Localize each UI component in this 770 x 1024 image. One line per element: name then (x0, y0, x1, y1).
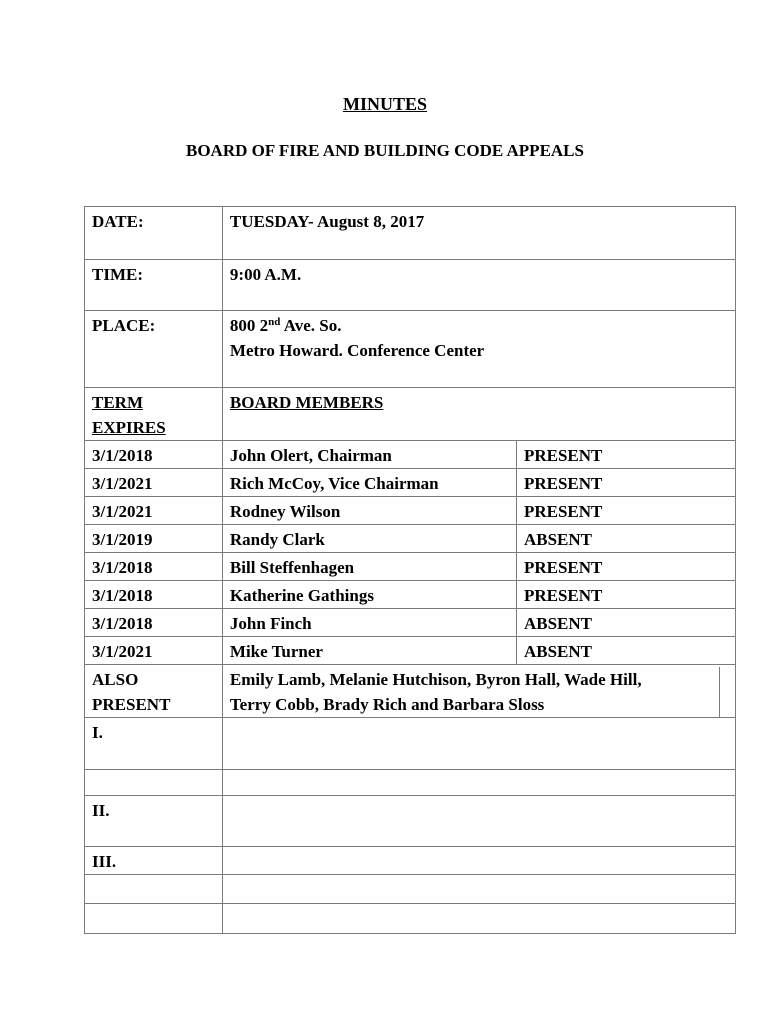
also-present-label (85, 665, 223, 718)
members-header-row (85, 388, 736, 441)
blank-cell (85, 904, 223, 934)
member-row (85, 441, 736, 469)
member-name: Randy Clark (222, 525, 516, 553)
member-name: Rich McCoy, Vice Chairman (222, 469, 516, 497)
section-row (85, 847, 736, 875)
document-title: MINUTES (342, 94, 427, 114)
also-present-row (85, 665, 736, 718)
also-present-label-line2: PRESENT (92, 695, 171, 714)
member-name: John Olert, Chairman (222, 441, 516, 469)
place-address-ordinal: nd (268, 316, 281, 328)
member-term: 3/1/2018 (85, 581, 223, 609)
member-row (85, 609, 736, 637)
time-value: 9:00 A.M. (222, 260, 735, 311)
member-term: 3/1/2021 (85, 497, 223, 525)
place-address (230, 313, 735, 338)
section-two-content (222, 796, 735, 847)
blank-cell (85, 875, 223, 904)
member-status: ABSENT (516, 525, 735, 553)
member-row (85, 525, 736, 553)
also-present-names (222, 665, 735, 718)
place-value (222, 311, 735, 388)
place-venue: Metro Howard. Conference Center (229, 341, 485, 360)
blank-cell (222, 770, 735, 796)
member-name: Bill Steffenhagen (222, 553, 516, 581)
blank-row (85, 904, 736, 934)
section-row (85, 718, 736, 770)
blank-cell (222, 904, 735, 934)
member-term: 3/1/2018 (85, 609, 223, 637)
place-address-number: 800 2 (229, 316, 269, 335)
member-term: 3/1/2019 (85, 525, 223, 553)
date-label: DATE: (85, 207, 223, 260)
member-row (85, 469, 736, 497)
member-name: Rodney Wilson (222, 497, 516, 525)
member-row (85, 553, 736, 581)
time-row (85, 260, 736, 311)
member-term: 3/1/2021 (85, 637, 223, 665)
also-present-line2: Terry Cobb, Brady Rich and Barbara Sloss (229, 695, 545, 714)
member-row (85, 497, 736, 525)
member-row (85, 637, 736, 665)
table-notch (719, 667, 736, 717)
term-expires-header (85, 388, 223, 441)
term-header-line2: EXPIRES (92, 418, 166, 437)
blank-row (85, 875, 736, 904)
board-members-header: BOARD MEMBERS (222, 388, 735, 441)
blank-row (85, 770, 736, 796)
member-name: Mike Turner (222, 637, 516, 665)
member-row (85, 581, 736, 609)
blank-cell (85, 770, 223, 796)
place-row (85, 311, 736, 388)
member-term: 3/1/2021 (85, 469, 223, 497)
section-three-content (222, 847, 735, 875)
time-label: TIME: (85, 260, 223, 311)
member-status: PRESENT (516, 581, 735, 609)
section-one-content (222, 718, 735, 770)
member-term: 3/1/2018 (85, 553, 223, 581)
member-status: ABSENT (516, 609, 735, 637)
member-status: PRESENT (516, 553, 735, 581)
member-status: PRESENT (516, 497, 735, 525)
place-label: PLACE: (85, 311, 223, 388)
member-status: PRESENT (516, 441, 735, 469)
document-subtitle: BOARD OF FIRE AND BUILDING CODE APPEALS (186, 141, 584, 160)
blank-cell (222, 875, 735, 904)
section-row (85, 796, 736, 847)
term-header-line1: TERM (92, 393, 143, 412)
section-two-label: II. (85, 796, 223, 847)
section-one-label: I. (85, 718, 223, 770)
minutes-table (84, 206, 736, 934)
member-name: Katherine Gathings (222, 581, 516, 609)
member-term: 3/1/2018 (85, 441, 223, 469)
section-three-label: III. (85, 847, 223, 875)
member-name: John Finch (222, 609, 516, 637)
member-status: PRESENT (516, 469, 735, 497)
date-value: TUESDAY- August 8, 2017 (222, 207, 735, 260)
also-present-line1: Emily Lamb, Melanie Hutchison, Byron Hall, Wade Hill, (229, 670, 642, 689)
member-status: ABSENT (516, 637, 735, 665)
place-address-street: Ave. So. (280, 316, 342, 335)
also-present-label-line1: ALSO (92, 670, 139, 689)
date-row (85, 207, 736, 260)
